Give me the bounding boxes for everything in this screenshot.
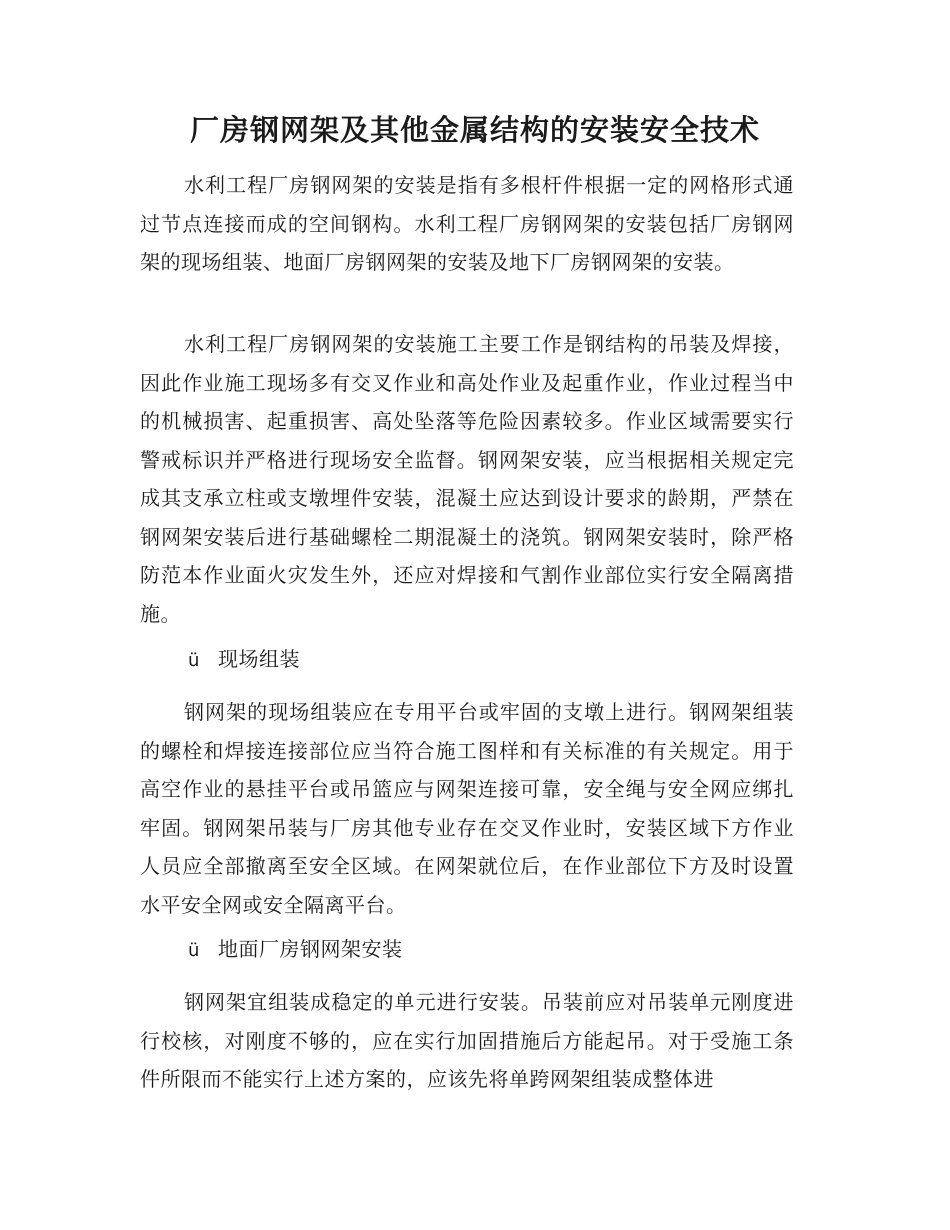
section-heading-text: 地面厂房钢网架安装 [218,937,403,961]
section-heading-site-assembly [188,644,300,676]
section-heading-ground-installation [188,934,403,966]
checkmark-bullet-icon: ü [188,650,200,671]
section-heading-text: 现场组装 [218,647,300,671]
paragraph-intro: 水利工程厂房钢网架的安装是指有多根杆件根据一定的网格形式通过节点连接而成的空间钢构。水利工程厂房钢网架的安装包括厂房钢网架的现场组装、地面厂房钢网架的安装及地下厂房钢网架的安装。 [140,173,794,274]
paragraph-ground-installation: 钢网架宜组装成稳定的单元进行安装。吊装前应对吊装单元刚度进行校核，对刚度不够的，应在实行加固措施后方能起吊。对于受施工条件所限而不能实行上述方案的，应该先将单跨网架组装成整体进 [140,990,794,1091]
checkmark-bullet-icon: ü [188,940,200,961]
paragraph-construction-hazards: 水利工程厂房钢网架的安装施工主要工作是钢结构的吊装及焊接，因此作业施工现场多有交叉作业和高处作业及起重作业，作业过程当中的机械损害、起重损害、高处坠落等危险因素较多。作业区域需要实行警戒标识并严格进行现场安全监督。钢网架安装，应当根据相关规定完成其支承立柱或支墩埋件安装，混凝土应达到设计要求的龄期，严禁在钢网架安装后进行基础螺栓二期混凝土的浇筑。钢网架安装时，除严格防范本作业面火灾发生外，还应对焊接和气割作业部位实行安全隔离措施。 [140,332,794,626]
paragraph-site-assembly: 钢网架的现场组装应在专用平台或牢固的支墩上进行。钢网架组装的螺栓和焊接连接部位应当符合施工图样和有关标准的有关规定。用于高空作业的悬挂平台或吊篮应与网架连接可靠，安全绳与安全网应绑扎牢固。钢网架吊装与厂房其他专业存在交叉作业时，安装区域下方作业人员应全部撤离至安全区域。在网架就位后，在作业部位下方及时设置水平安全网或安全隔离平台。 [140,700,794,917]
document-title: 厂房钢网架及其他金属结构的安装安全技术 [189,113,760,147]
